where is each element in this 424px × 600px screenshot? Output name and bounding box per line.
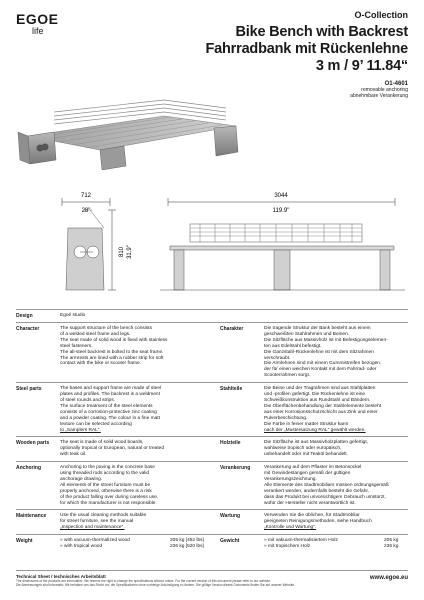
spec-line-de: wofür der Hersteller nicht verantwortlich ist.	[264, 500, 356, 506]
height-mm: 810	[119, 246, 125, 258]
brand-name: EGOE	[16, 11, 59, 27]
page-footer	[16, 570, 408, 587]
spec-line-de: und -profilen gefertigt. Die Rückenlehne ist eine	[264, 392, 366, 398]
side-width-in: 28"	[81, 208, 91, 214]
spec-line-de: Die Farbe in feiner matter Struktur kann	[264, 421, 349, 427]
spec-text-en	[60, 326, 220, 379]
spec-text-de	[264, 313, 408, 319]
spec-line-en: properly anchored, otherwise there is a risk	[60, 488, 152, 494]
spec-row	[16, 309, 408, 322]
spec-row	[16, 382, 408, 436]
spec-line-en: Use the usual cleaning methods suitable	[60, 513, 147, 519]
footer-title: Technical Sheet / technisches Arbeitsblatt	[16, 574, 106, 579]
spec-heading-en: Design	[16, 313, 33, 319]
spec-line-de: Verankerungszeichnung.	[264, 476, 317, 482]
spec-line-de: dass das Produkt bei unvorsichtigem Gebrauch umstürzt,	[264, 494, 386, 500]
anchoring-de: abnehmbare Verankerung	[350, 93, 408, 99]
spec-line-en: of steel rounds and strips.	[60, 397, 115, 403]
spec-text-en	[60, 465, 220, 506]
spec-line-en: of a welded steel frame and legs.	[60, 331, 131, 337]
spec-line-en: All elements of the street furniture must be	[60, 482, 151, 488]
spec-text-de	[264, 440, 408, 458]
page-header	[118, 10, 408, 99]
technical-drawings	[0, 180, 424, 305]
spec-line-en: The seat is made of solid wood boards,	[60, 440, 144, 446]
spec-row	[16, 461, 408, 509]
spec-text-de	[264, 513, 408, 531]
spec-line-de: Schweißkonstruktion aus Rundstahl und Bändern.	[264, 397, 371, 403]
footer-note-en: The dimensions of the products are informative. We reserve the right to change the specifications without notice. For the current version of this document please refer to our website.	[16, 579, 271, 583]
spec-heading-de: Charakter	[220, 326, 244, 332]
spec-line-de: Die Armlehnen sind mit einem Gummistreifen bezogen,	[264, 361, 382, 367]
spec-line-de: Die Ganzstahl-Rückenlehne ist mit dem Sitzrahmen	[264, 349, 374, 355]
side-width-mm: 712	[80, 193, 92, 199]
spec-line-de: ten aus Edelstahl befestigt.	[264, 343, 322, 349]
spec-text-en	[60, 513, 220, 531]
website-link[interactable]: www.egoe.eu	[369, 575, 408, 581]
spec-line-de: verankert werden, andernfalls besteht die Gefahr,	[264, 488, 370, 494]
collection-name: O-Collection	[354, 10, 408, 20]
spec-text-de	[264, 326, 408, 379]
spec-line-en: steel fasteners.	[60, 343, 93, 349]
spec-line-de: Pulverbeschichtung.	[264, 415, 308, 421]
product-image	[14, 90, 244, 170]
spec-heading-en: Maintenance	[16, 513, 47, 520]
spec-heading-en: Steel parts	[16, 386, 42, 393]
spec-line-en: of the product falling over during careless use,	[60, 494, 159, 500]
spec-line-de: Die Sitzfläche ist aus Massivholzplatten gefertigt,	[264, 440, 368, 446]
front-width-mm: 3044	[274, 193, 288, 199]
spec-line-de: wahlweise tropisch oder europäisch,	[264, 446, 342, 452]
footer-note-de: Die Abmessungen sind informativ. Wir behalten uns das Recht vor, die Spezifikationen ohne vorherige Ankündigung zu ändern. Die gültige Version dieses Dokuments finden Sie auf unserer Website.	[16, 583, 295, 587]
spec-line-en: The armrests are lined with a rubber strip for soft	[60, 355, 164, 361]
spec-row	[16, 436, 408, 461]
spec-table	[16, 309, 408, 553]
spec-line-en: The all-steel backrest is bolted to the seat frame.	[60, 349, 164, 355]
brand-sub: life	[32, 26, 44, 36]
spec-line-en: contact with the bike or scooter frame.	[60, 361, 142, 367]
spec-line-de: Die tragende Struktur der Bank besteht aus einem	[264, 326, 371, 331]
product-code: O1-4601	[384, 81, 408, 87]
spec-line-en: The surface treatment of the steel elements	[60, 403, 153, 409]
spec-heading-de	[220, 313, 264, 319]
spec-line-en: The bases and support frame are made of steel	[60, 386, 162, 392]
spec-line-en: consists of a corrosion-protective zinc coating	[60, 409, 157, 415]
spec-heading-en: Anchoring	[16, 465, 41, 472]
spec-line-en: and a powder coating. The colour in a fine matt	[60, 415, 160, 421]
spec-heading-de: Stahlteile	[220, 386, 243, 393]
spec-line-de: geeigneten Reinigungsmethoden, siehe Handbuch	[264, 519, 372, 525]
spec-row	[16, 322, 408, 382]
spec-line-en: plates and profiles. The backrest is a weldment	[60, 392, 160, 398]
weight-list-en: » with vacuum-thermalized wood 205 kg [452 lbs] » with tropical wood 236 kg [520 lbs]	[60, 538, 204, 550]
spec-line-de: Verwenden Sie die üblichen, für Stadtmöbliar	[264, 513, 360, 519]
spec-text-de	[264, 465, 408, 506]
spec-heading-de: Wartung	[220, 513, 241, 520]
spec-row	[16, 509, 408, 534]
spec-text-en	[60, 313, 220, 319]
spec-text-de	[264, 386, 408, 433]
spec-line-en: anchorage drawing.	[60, 476, 103, 482]
spec-line-en: for which the manufacturer is not responsible.	[60, 500, 157, 506]
spec-line-en: using threaded rods according to the valid	[60, 471, 150, 477]
spec-line-de: Scooterrahmen sorgt.	[264, 373, 311, 379]
spec-line-en: to „Samplers RAL“.	[60, 427, 101, 433]
front-width-in: 119.9"	[272, 208, 290, 214]
weight-heading-en: Weight	[16, 538, 33, 545]
spec-line-de: Verankerung auf dem Pflaster im Betonsockel	[264, 465, 362, 471]
spec-line-de: mit Gewindestangen gemäß der gültigen	[264, 471, 351, 477]
anchoring-en: removable anchoring	[361, 87, 408, 93]
spec-line-de: „Kontrolle und Wartung“.	[264, 525, 317, 531]
weight-list-de: » mit vakuum-thermalisiertem Holz 205 kg » mit tropischem Holz 236 kg	[264, 538, 399, 550]
spec-line-en: for street furniture, see the manual	[60, 519, 134, 525]
spec-line-de: geschweißten Stahlrahmen und Beinen.	[264, 331, 350, 337]
spec-line-de: der für einen weichen Kontakt mit dem Fahrrad- oder	[264, 367, 377, 373]
spec-heading-de: Holzteile	[220, 440, 241, 447]
spec-line-en: optionally tropical or European, natural or treated	[60, 446, 164, 452]
spec-line-de: Die Oberflächenbehandlung der Stahlelemente besteht	[264, 403, 382, 409]
spec-heading-en: Wooden parts	[16, 440, 50, 447]
spec-heading-en: Character	[16, 326, 40, 332]
spec-line-de: nach der „Mustersatzung RAL“ gewählt werden.	[264, 427, 366, 433]
spec-line-de: Die Beine und der Tragrahmen sind aus Stahlplatten	[264, 386, 376, 392]
weight-row	[16, 534, 408, 553]
spec-text-en	[60, 386, 220, 433]
spec-line-de: aus einer Korrosionsschutzschicht aus Zink und einer	[264, 409, 378, 415]
spec-line-en: texture can be selected according	[60, 421, 132, 427]
spec-line-en: The support structure of the bench consists	[60, 326, 152, 331]
product-size: 3 m / 9’ 11.84“	[315, 58, 408, 74]
spec-line-en: „Inspection and maintenance“.	[60, 525, 125, 531]
spec-line-en: with teak oil.	[60, 452, 87, 458]
spec-line-en: The seat made of solid wood is fixed with stainless	[60, 337, 168, 343]
title-english: Bike Bench with Backrest	[235, 24, 408, 40]
spec-heading-de: Verankerung	[220, 465, 251, 472]
spec-text-en	[60, 440, 220, 458]
brand-logo	[16, 12, 58, 36]
spec-line-de: Alle Elemente des Stadtmobiliars müssen ordnungsgemäß	[264, 482, 389, 488]
weight-heading-de: Gewicht	[220, 538, 240, 545]
title-german: Fahrradbank mit Rückenlehne	[205, 41, 408, 57]
spec-line-en: Egoé studio	[60, 313, 86, 318]
spec-line-en: Anchoring to the paving in the concrete base	[60, 465, 155, 471]
height-in: 31.9"	[127, 245, 133, 259]
spec-line-de: verschraubt.	[264, 355, 291, 361]
spec-line-de: unbehandelt oder mit Teaköl behandelt.	[264, 452, 348, 458]
spec-line-de: Die Sitzfläche aus Massivholz ist mit Befestigungselemen-	[264, 337, 388, 343]
